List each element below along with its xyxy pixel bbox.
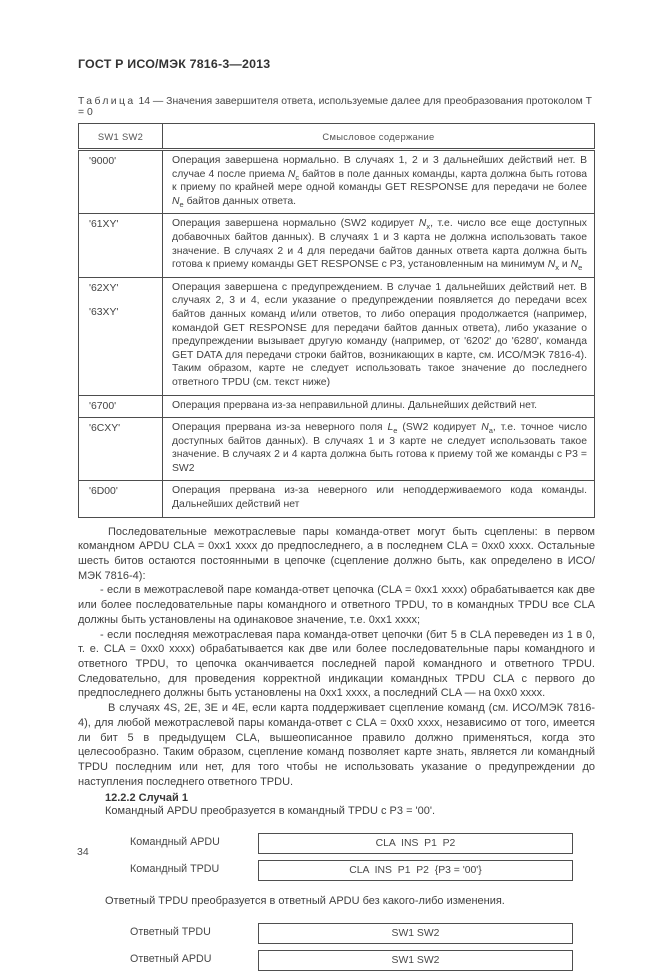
page-number: 34 [77,846,89,858]
table-row [79,481,595,517]
table-caption [78,96,595,118]
diagram-label: Командный TPDU [130,863,220,876]
box-text: CLA INS P1 P2 [375,838,456,850]
description-cell: Операция прервана из-за неправильной длины. Дальнейших действий нет. [163,395,595,418]
section-heading: 12.2.2 Случай 1 [105,792,188,805]
box-text: SW1 SW2 [391,954,440,966]
box-text: CLA INS P1 P2 {P3 = '00'} [349,865,482,877]
table-body [79,150,595,518]
sw-code-cell: '62XY' '63XY' [79,277,163,395]
sw-code-cell: '9000' [79,150,163,214]
column-header-sw: SW1 SW2 [79,124,163,150]
paragraph: В случаях 4S, 2Е, 3Е и 4Е, если карта поддерживает сцепление команд (см. ИСО/МЭК 7816-4), для любой межотраслевой пары команда-ответ с CLA = 0xx0 xxxx, независимо от того, имеется ли бит 5 в предыдущем CLA, вышеописанное правило должно применяться, когда это целесообразно. Таким образом, сцепление команд позволяет карте знать, является ли командный TPDU последним или нет, для того чтобы не использовать указание о предупреждении до наступления последнего ответного TPDU. [78,702,595,788]
diagram-row [78,860,595,880]
table-row [79,150,595,214]
paragraph: Последовательные межотраслевые пары команда-ответ могут быть сцеплены: в первом командном APDU CLA = 0xx1 xxxx до предпоследнего, а в последнем CLA = 0xx0 xxxx. Остальные шесть битов остаются постоянными в цепочке (сцепление должно быть, как определено в ИСО/МЭК 7816-4): [78,525,595,582]
table-caption-text: — Значения завершителя ответа, используемые далее для преобразования протоколом Т = 0 [78,96,592,118]
doc-number-header: ГОСТ Р ИСО/МЭК 7816-3—2013 [78,57,271,71]
description-cell: Операция завершена нормально (SW2 кодирует $N_x$, т.е. число все еще доступных добавочных байтов данных). В случаях 1 и 3 карта не должна использовать такое значение. В случаях 2 и 4 для передачи байтов данных ответа карта должна быть готова к приему команды GET RESPONSE с P3, установленным на минимум $N_x$ и $N_e$ [163,214,595,277]
description-cell: Операция прервана из-за неверного поля $L_e$ (SW2 кодирует $N_a$, т.е. точное число доступных байтов данных). В случаях 1 и 3 карте не следует использовать такое значение. В случаях 2 и 4 карта должна быть готова к приему той же команды с P3 = SW2 [163,418,595,481]
paragraph: - если в межотраслевой паре команда-ответ цепочка (CLA = 0xx1 xxxx) обрабатывается как две или более последовательные пары командного и ответного TPDU, то в командных TPDU все CLA должны быть установлены на одинаковое значение, т.е. 0xx1 xxxx; [78,584,595,626]
apdu-response-box [258,950,573,971]
tpdu-command-box [258,860,573,881]
sw-code-cell: '6D00' [79,481,163,517]
apdu-command-box [258,833,573,854]
body-paragraphs [78,525,595,790]
body-text [78,525,595,819]
page-content [78,0,595,977]
diagram-row [78,950,595,970]
tpdu-response-box [258,923,573,944]
command-diagram [78,833,595,880]
description-cell: Операция прервана из-за неверного или неподдерживаемого кода команды. Дальнейших действий нет [163,481,595,517]
diagram-row [78,923,595,943]
table-row [79,418,595,481]
table-row [79,395,595,418]
column-header-meaning: Смысловое содержание [163,124,595,150]
diagram-label: Ответный APDU [130,952,212,965]
paragraph: - если последняя межотраслевая пара команда-ответ цепочки (бит 5 в CLA переведен из 1 в 0, т. е. CLA = 0xx0 xxxx) обрабатывается как две или более последовательные пары командного и ответного TPDU, то цепочка оканчивается последней парой командного и ответного TPDU. Следовательно, для проведения корректной индикации командных TPDU CLA с первого до предпоследнего должны быть установлены на 0xx1 xxxx, а последний CLA — на 0xx0 xxxx. [78,628,595,700]
sw-code-cell: '6700' [79,395,163,418]
table-caption-label: Таблица [78,96,136,107]
diagram-row [78,833,595,853]
status-word-table [78,123,595,518]
response-diagram [78,923,595,970]
diagram-label: Командный APDU [130,836,220,849]
diagram-label: Ответный TPDU [130,925,211,938]
table-caption-number: 14 [138,96,150,107]
box-text: SW1 SW2 [391,927,440,939]
table-row [79,277,595,395]
table-header [79,124,595,150]
table-row [79,214,595,277]
sw-code-cell: '61XY' [79,214,163,277]
sw-code-cell: '6CXY' [79,418,163,481]
description-cell: Операция завершена нормально. В случаях 1, 2 и 3 дальнейших действий нет. В случае 4 после приема $N_c$ байтов в поле данных команды, карта должна быть готова к приему по крайней мере одной команды GET RESPONSE для передачи не более $N_e$ байтов данных ответа. [163,150,595,214]
response-note: Ответный TPDU преобразуется в ответный APDU без какого-либо изменения. [105,895,505,908]
case1-note: Командный APDU преобразуется в командный TPDU с P3 = '00'. [105,805,436,818]
description-cell: Операция завершена с предупреждением. В случае 1 дальнейших действий нет. В случаях 2, 3 и 4, если указание о предупреждении появляется до передачи всех байтов данных команд и/или ответов, то либо операция продолжается (например, командой GET RESPONSE для передачи байтов данных ответа), либо указание о предупреждении вызывает другую команду (например, от '6202' до '6280', команда GET DATA для передачи строки байтов, возникающих в карте, см. ИСО/МЭК 7816-4). Таким образом, карте не следует использовать такое значение до последнего ответного TPDU (см. текст ниже) [163,277,595,395]
